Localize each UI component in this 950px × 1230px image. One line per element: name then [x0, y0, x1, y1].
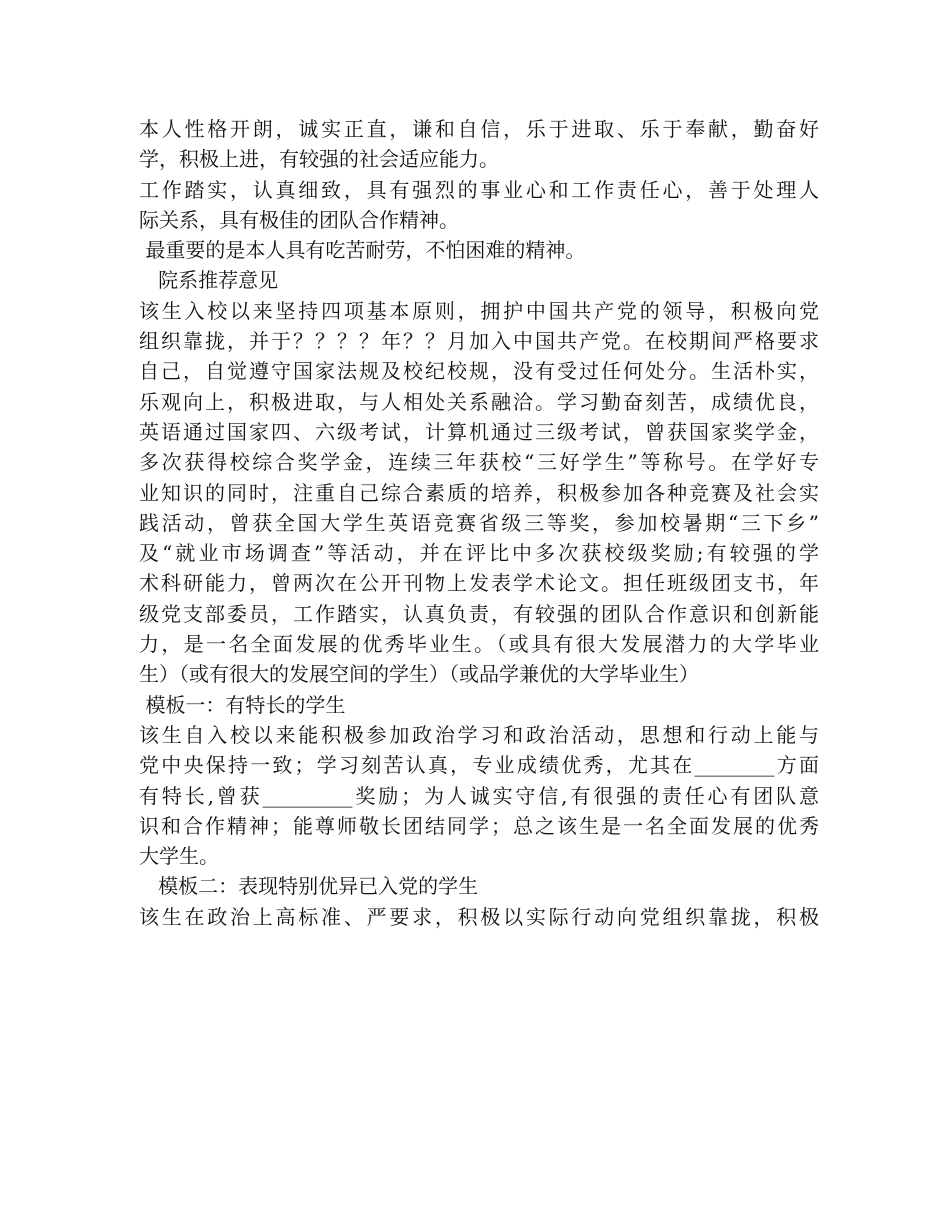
text-line: 模板二：表现特别优异已入党的学生 [139, 874, 479, 899]
text-line: 及“就业市场调查”等活动，并在评比中多次获校级奖励;有较强的学 [139, 541, 819, 566]
text-line: 力，是一名全面发展的优秀毕业生。（或具有很大发展潜力的大学毕业 [139, 632, 819, 657]
text-line: 大学生。 [139, 844, 219, 869]
document-body [139, 114, 819, 932]
text-line: 工作踏实，认真细致，具有强烈的事业心和工作责任心，善于处理人 [139, 177, 819, 202]
text-line: 业知识的同时，注重自己综合素质的培养，积极参加各种竞赛及社会实 [139, 480, 819, 505]
text-line: 该生入校以来坚持四项基本原则，拥护中国共产党的领导，积极向党 [139, 298, 819, 323]
text-line: 本人性格开朗，诚实正直，谦和自信，乐于进取、乐于奉献，勤奋好 [139, 117, 819, 141]
text-line: 乐观向上，积极进取，与人相处关系融洽。学习勤奋刻苦，成绩优良， [139, 389, 819, 414]
text-line: 院系推荐意见 [139, 268, 279, 293]
text-line: 党中央保持一致；学习刻苦认真，专业成绩优秀，尤其在________方面 [139, 753, 819, 778]
text-line: 模板一：有特长的学生 [139, 692, 346, 717]
text-line: 自己，自觉遵守国家法规及校纪校规，没有受过任何处分。生活朴实， [139, 359, 819, 384]
text-line: 生）（或有很大的发展空间的学生）（或品学兼优的大学毕业生） [139, 662, 699, 687]
text-line: 有特长,曾获_________奖励；为人诚实守信,有很强的责任心有团队意 [139, 783, 819, 808]
text-line: 学，积极上进，有较强的社会适应能力。 [139, 147, 499, 172]
text-line: 级党支部委员，工作踏实，认真负责，有较强的团队合作意识和创新能 [139, 601, 819, 626]
text-line: 识和合作精神；能尊师敬长团结同学；总之该生是一名全面发展的优秀 [139, 813, 819, 838]
text-line: 组织靠拢，并于？？？？年？？月加入中国共产党。在校期间严格要求 [139, 329, 819, 354]
text-line: 践活动，曾获全国大学生英语竞赛省级三等奖，参加校暑期“三下乡” [139, 510, 819, 535]
text-line: 英语通过国家四、六级考试，计算机通过三级考试，曾获国家奖学金， [139, 419, 819, 444]
text-line: 该生自入校以来能积极参加政治学习和政治活动，思想和行动上能与 [139, 722, 819, 747]
text-line: 最重要的是本人具有吃苦耐劳，不怕困难的精神。 [139, 238, 586, 263]
text-line: 际关系，具有极佳的团队合作精神。 [139, 207, 459, 232]
text-line: 术科研能力，曾两次在公开刊物上发表学术论文。担任班级团支书，年 [139, 571, 819, 596]
text-line: 该生在政治上高标准、严要求，积极以实际行动向党组织靠拢，积极 [139, 904, 819, 929]
text-line: 多次获得校综合奖学金，连续三年获校“三好学生”等称号。在学好专 [139, 450, 819, 475]
